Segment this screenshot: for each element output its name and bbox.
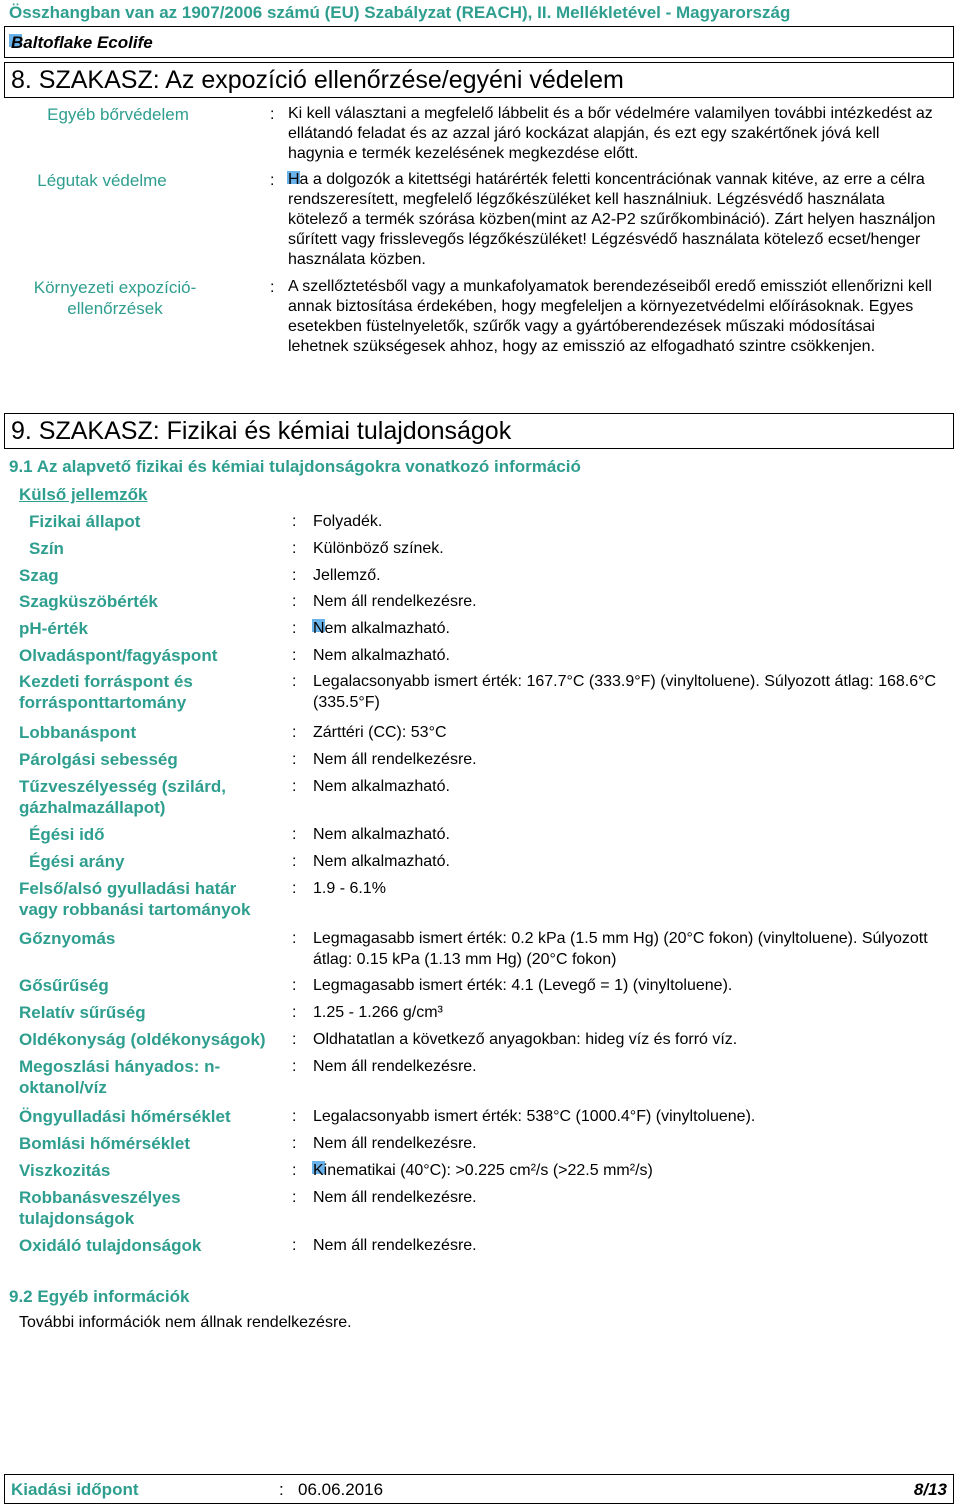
property-label: Kezdeti forráspont és forrásponttartomány xyxy=(19,672,193,712)
colon: : xyxy=(292,826,297,843)
colon: : xyxy=(292,593,297,610)
page-number: 8/13 xyxy=(913,1480,947,1499)
property-label: Bomlási hőmérséklet xyxy=(19,1134,191,1153)
property-label: Felső/alsó gyulladási határ vagy robbanási tartományok xyxy=(19,879,251,919)
colon: : xyxy=(292,778,297,795)
property-value: Nem áll rendelkezésre. xyxy=(313,593,477,610)
colon: : xyxy=(292,977,297,994)
colon: : xyxy=(292,930,297,947)
property-value: Jellemző. xyxy=(313,567,381,584)
colon: : xyxy=(292,1135,297,1152)
colon: : xyxy=(292,540,297,557)
property-value: Nem alkalmazható. xyxy=(313,647,450,664)
property-value: Nem alkalmazható. xyxy=(313,620,450,637)
property-label: Oxidáló tulajdonságok xyxy=(19,1236,202,1255)
skin-protection-text: Ki kell választani a megfelelő lábbelit és a bőr védelmére valamilyen további intézkedést az ellátandó feladat és az azzal járó kockázat alapján, és ezt egy szakértőnek jóvá kell hagynia e termék kezelésének megkezdése előtt. xyxy=(288,105,933,162)
section8-title: 8. SZAKASZ: Az expozíció ellenőrzése/egyéni védelem xyxy=(11,66,624,94)
colon: : xyxy=(292,673,297,690)
property-label: Szag xyxy=(19,566,59,585)
colon: : xyxy=(292,567,297,584)
property-label: Viszkozitás xyxy=(19,1161,111,1180)
property-value: Legalacsonyabb ismert érték: 167.7°C (333.9°F) (vinyltoluene). Súlyozott átlag: 168.6°C (335.5°F) xyxy=(313,673,937,711)
property-value: Legmagasabb ismert érték: 0.2 kPa (1.5 mm Hg) (20°C fokon) (vinyltoluene). Súlyozott átlag: 0.15 kPa (1.13 mm Hg) (20°C fokon) xyxy=(313,930,928,968)
skin-protection-label: Egyéb bőrvédelem xyxy=(47,105,189,124)
respiratory-protection-text: Ha a dolgozók a kitettségi határérték feletti koncentrációnak vannak kitéve, az erre a célra rendszeresített, megfelelő légzőkészüléket kell használniuk. Légzésvédő használata kötelező a termék szórása közben(mint az A2-P2 szűrőkombináció). Zárt helyen használjon sűrített vagy frisslevegős légzőkészüléket! Légzésvédő használata kötelező ecset/henger használata közben. xyxy=(288,171,936,268)
property-label: Robbanásveszélyes tulajdonságok xyxy=(19,1188,181,1228)
property-label: Párolgási sebesség xyxy=(19,750,178,769)
colon: : xyxy=(292,647,297,664)
property-label: Öngyulladási hőmérséklet xyxy=(19,1107,231,1126)
colon: : xyxy=(292,1237,297,1254)
regulation-header: Összhangban van az 1907/2006 számú (EU) Szabályzat (REACH), II. Mellékletével - Magyarország xyxy=(9,3,791,22)
colon: : xyxy=(292,513,297,530)
colon: : xyxy=(292,880,297,897)
property-label: Lobbanáspont xyxy=(19,723,137,742)
issue-date-label: Kiadási időpont xyxy=(11,1480,139,1499)
property-value: Nem áll rendelkezésre. xyxy=(313,1058,477,1075)
colon: : xyxy=(292,620,297,637)
colon: : xyxy=(292,1189,297,1206)
colon: : xyxy=(292,724,297,741)
property-label: Szagküszöbérték xyxy=(19,592,158,611)
section9-subtitle: 9.1 Az alapvető fizikai és kémiai tulajdonságokra vonatkozó információ xyxy=(9,457,581,476)
property-value: Nem áll rendelkezésre. xyxy=(313,751,477,768)
property-label: Szín xyxy=(29,539,64,558)
colon: : xyxy=(270,172,275,189)
property-value: Nem alkalmazható. xyxy=(313,778,450,795)
property-value: Különböző színek. xyxy=(313,540,444,557)
property-value: Nem áll rendelkezésre. xyxy=(313,1135,477,1152)
colon: : xyxy=(292,853,297,870)
property-label: Relatív sűrűség xyxy=(19,1003,146,1022)
property-label: Tűzveszélyesség (szilárd, gázhalmazállapot) xyxy=(19,777,226,817)
colon: : xyxy=(279,1480,284,1499)
property-label: Égési arány xyxy=(29,852,125,871)
environmental-exposure-label: Környezeti expozíció-ellenőrzések xyxy=(33,278,197,318)
property-value: Kinematikai (40°C): >0.225 cm²/s (>22.5 mm²/s) xyxy=(313,1162,653,1179)
property-value: Legmagasabb ismert érték: 4.1 (Levegő = 1) (vinyltoluene). xyxy=(313,977,733,994)
property-label: Fizikai állapot xyxy=(29,512,141,531)
property-value: Oldhatatlan a következő anyagokban: hideg víz és forró víz. xyxy=(313,1031,738,1048)
colon: : xyxy=(292,1058,297,1075)
respiratory-protection-label: Légutak védelme xyxy=(37,171,167,190)
property-label: Olvadáspont/fagyáspont xyxy=(19,646,218,665)
property-label: Égési idő xyxy=(29,825,105,844)
property-value: 1.25 - 1.266 g/cm³ xyxy=(313,1004,443,1021)
product-name: Baltoflake Ecolife xyxy=(11,33,153,52)
property-value: Legalacsonyabb ismert érték: 538°C (1000.4°F) (vinyltoluene). xyxy=(313,1108,756,1125)
section9-title-box xyxy=(4,413,954,449)
external-characteristics-label: Külső jellemzők xyxy=(19,485,148,504)
property-value: Zárttéri (CC): 53°C xyxy=(313,724,447,741)
property-label: pH-érték xyxy=(19,619,88,638)
other-info-text: További információk nem állnak rendelkezésre. xyxy=(19,1314,352,1331)
environmental-exposure-text: A szellőztetésből vagy a munkafolyamatok berendezéseiből eredő emissziót ellenőrizni kell annak biztosítása érdekében, hogy megfeleljen a környezetvédelmi előírásoknak. Egyes esetekben füstelnyeletők, szűrők vagy a gyártóberendezések műszaki módosításai lehetnek szükségesek ahhoz, hogy az emisszió az elfogadható szintre csökkenjen. xyxy=(288,278,932,355)
section9-title: 9. SZAKASZ: Fizikai és kémiai tulajdonságok xyxy=(11,417,512,445)
property-value: Nem áll rendelkezésre. xyxy=(313,1237,477,1254)
property-label: Gősűrűség xyxy=(19,976,109,995)
footer xyxy=(4,1474,954,1504)
colon: : xyxy=(292,1031,297,1048)
other-info-title: 9.2 Egyéb információk xyxy=(9,1287,190,1306)
property-label: Oldékonyság (oldékonyságok) xyxy=(19,1030,266,1049)
property-label: Megoszlási hányados: n-oktanol/víz xyxy=(19,1057,221,1097)
property-value: Nem alkalmazható. xyxy=(313,853,450,870)
property-value: Nem áll rendelkezésre. xyxy=(313,1189,477,1206)
property-value: Nem alkalmazható. xyxy=(313,826,450,843)
issue-date: 06.06.2016 xyxy=(298,1480,384,1499)
property-value: Folyadék. xyxy=(313,513,383,530)
colon: : xyxy=(270,279,275,296)
property-label: Gőznyomás xyxy=(19,929,116,948)
property-value: 1.9 - 6.1% xyxy=(313,880,386,897)
colon: : xyxy=(292,1108,297,1125)
colon: : xyxy=(292,1004,297,1021)
section8-title-box xyxy=(4,62,954,98)
colon: : xyxy=(292,1162,297,1179)
colon: : xyxy=(292,751,297,768)
product-name-box xyxy=(4,26,954,58)
colon: : xyxy=(270,106,275,123)
